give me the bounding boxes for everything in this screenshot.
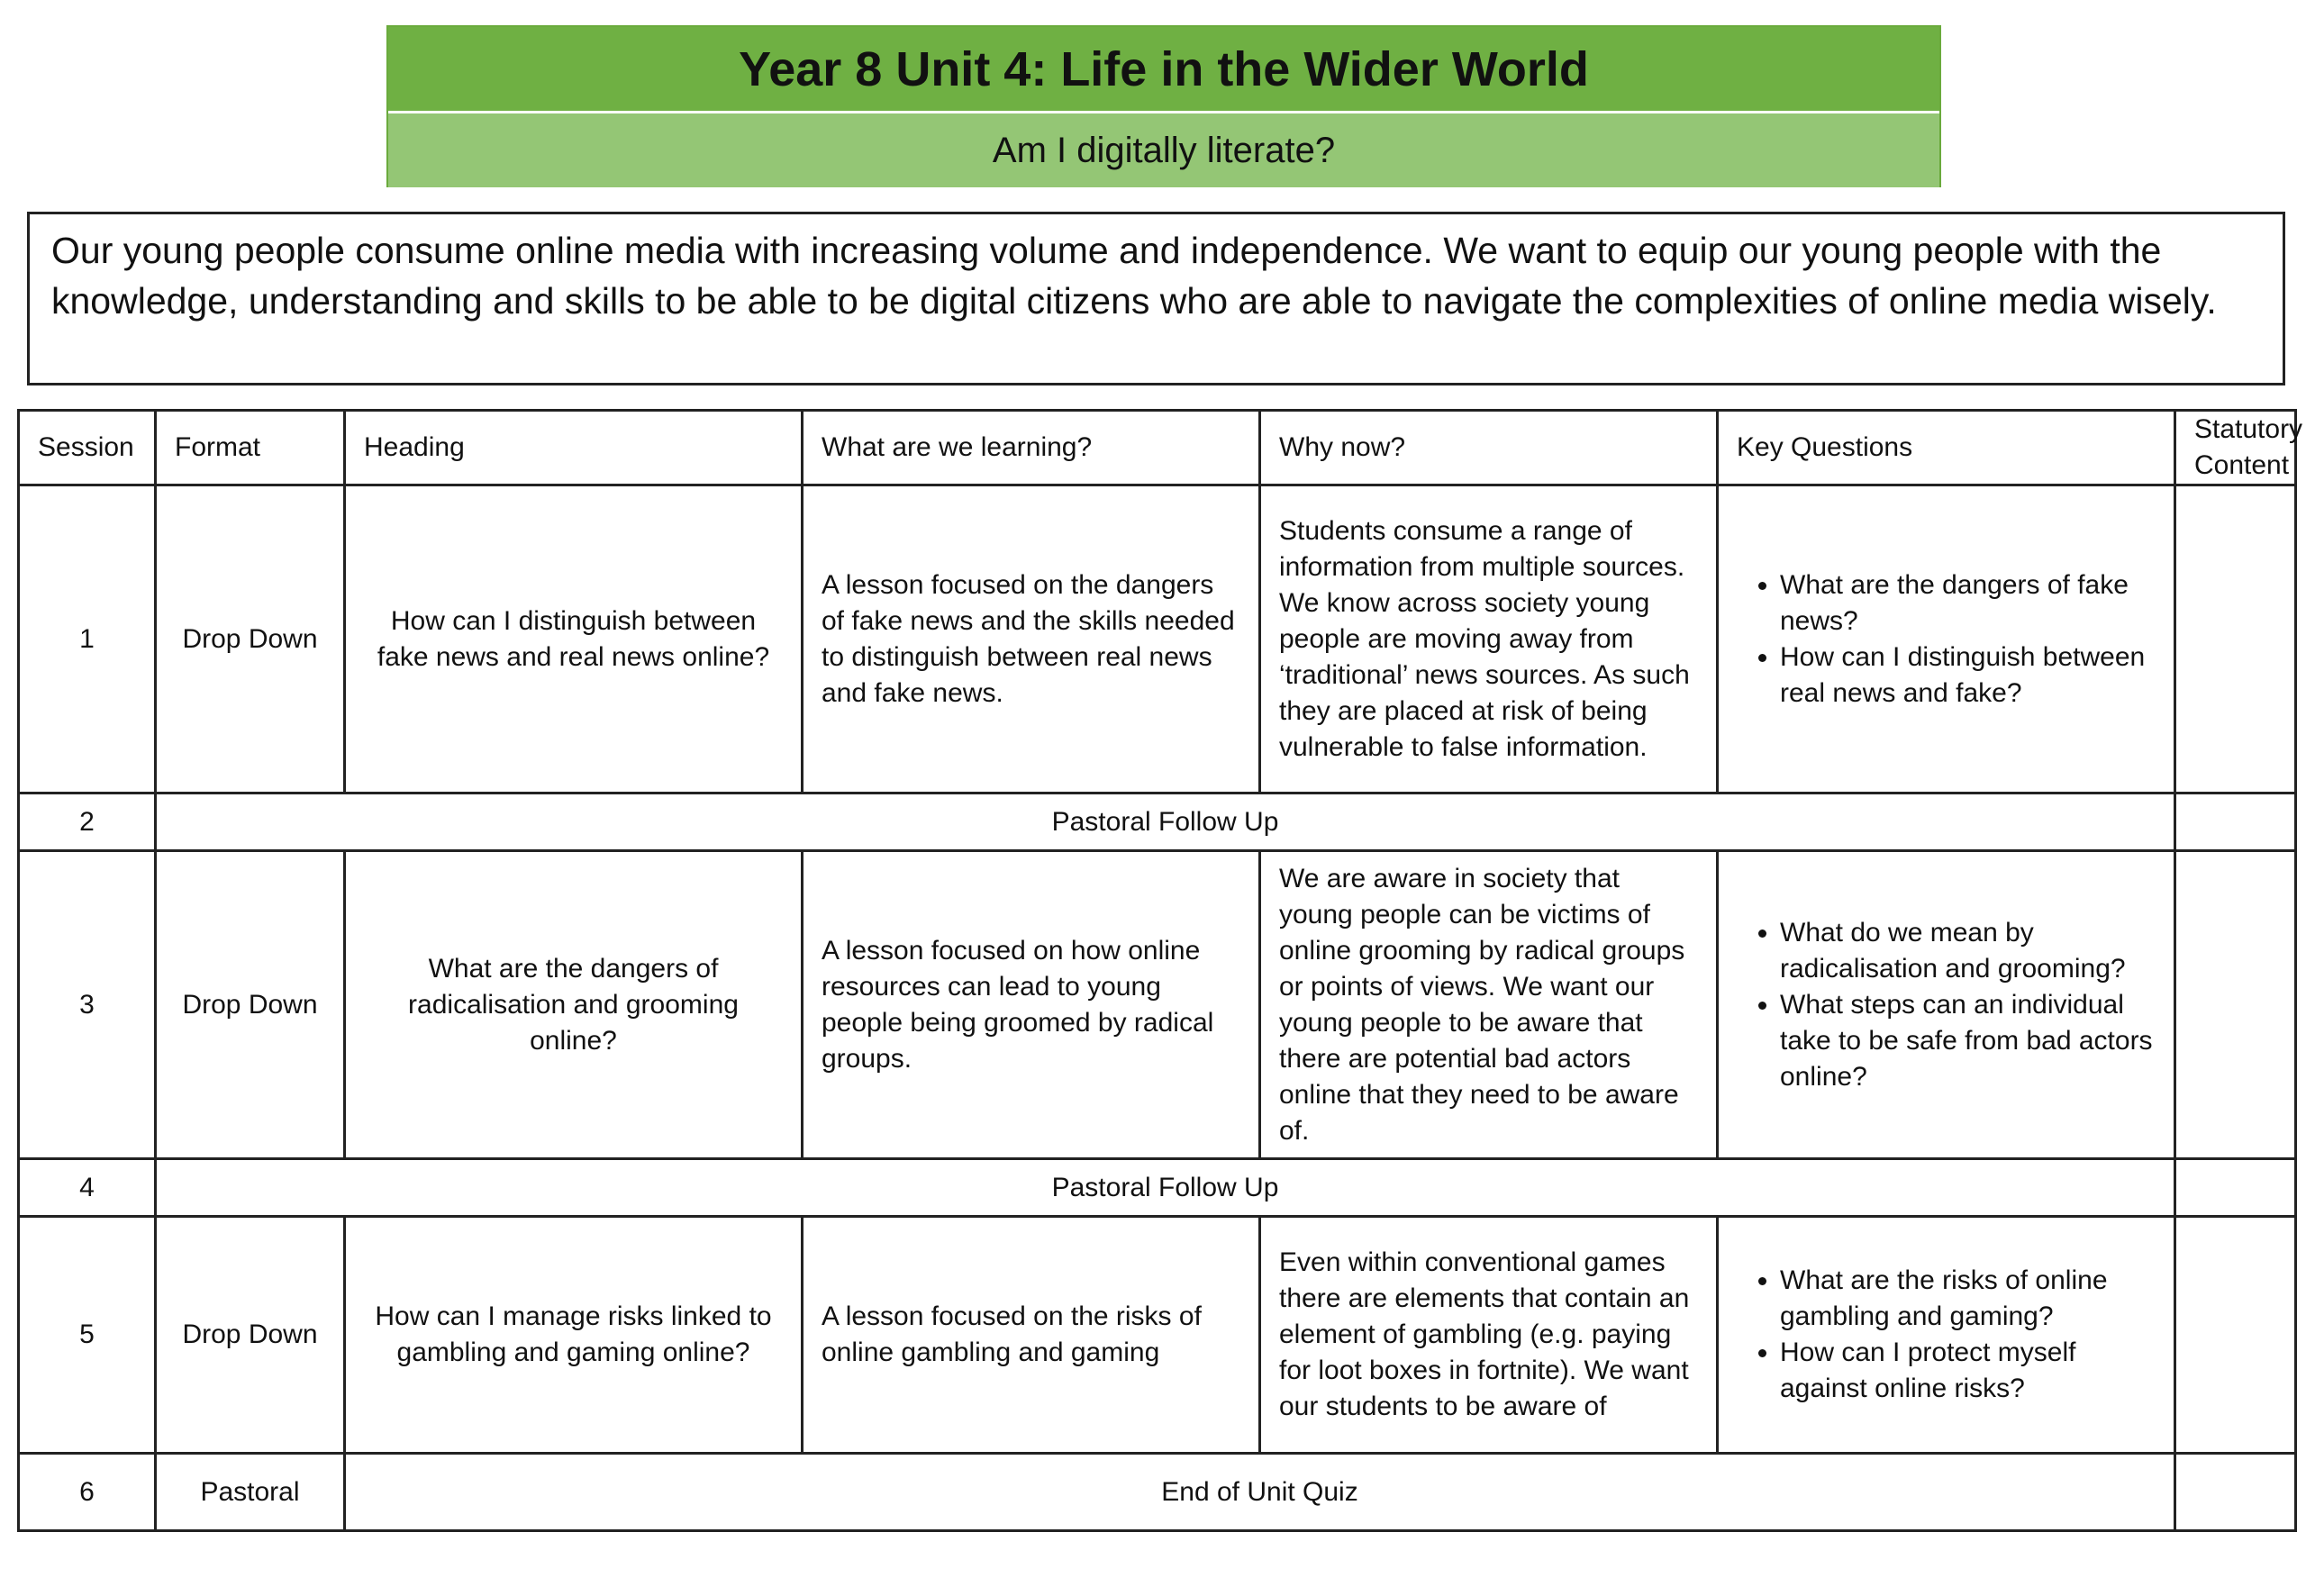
questions-cell	[1718, 1217, 2175, 1454]
col-header-statutory: Statutory Content	[2175, 411, 2296, 485]
list-item: • What steps can an individual take to be safe from bad actors online?	[1780, 987, 2156, 1095]
session-number: 5	[19, 1217, 156, 1454]
follow-up-cell: Pastoral Follow Up	[156, 1159, 2175, 1217]
session-number: 1	[19, 485, 156, 793]
questions-cell	[1718, 851, 2175, 1159]
statutory-cell	[2175, 793, 2296, 851]
list-item: • How can I distinguish between real news and fake?	[1780, 639, 2156, 712]
key-questions-list	[1737, 567, 2156, 712]
learning-cell: A lesson focused on how online resources can lead to young people being groomed by radical groups.	[803, 851, 1260, 1159]
page-subtitle: Am I digitally literate?	[388, 113, 1939, 187]
table-header-row	[19, 411, 2296, 485]
session-number: 4	[19, 1159, 156, 1217]
list-item: • What do we mean by radicalisation and grooming?	[1780, 915, 2156, 987]
questions-cell	[1718, 485, 2175, 793]
page-title: Year 8 Unit 4: Life in the Wider World	[388, 27, 1939, 113]
statutory-cell	[2175, 485, 2296, 793]
session-number: 6	[19, 1454, 156, 1531]
heading-cell: How can I manage risks linked to gambling and gaming online?	[345, 1217, 803, 1454]
follow-up-cell: Pastoral Follow Up	[156, 793, 2175, 851]
statutory-cell	[2175, 1217, 2296, 1454]
intro-text: Our young people consume online media with increasing volume and independence. We want to equip our young people with the knowledge, understanding and skills to be able to be digital citizens who are able to navigate the complexities of online media wisely.	[27, 212, 2285, 385]
statutory-cell	[2175, 851, 2296, 1159]
format-cell: Pastoral	[156, 1454, 345, 1531]
title-band	[386, 25, 1941, 187]
col-header-session: Session	[19, 411, 156, 485]
table-row	[19, 851, 2296, 1159]
col-header-format: Format	[156, 411, 345, 485]
col-header-why: Why now?	[1260, 411, 1718, 485]
list-item: • What are the dangers of fake news?	[1780, 567, 2156, 639]
learning-cell: A lesson focused on the dangers of fake news and the skills needed to distinguish between real news and fake news.	[803, 485, 1260, 793]
key-questions-list	[1737, 915, 2156, 1095]
col-header-questions: Key Questions	[1718, 411, 2175, 485]
table-row	[19, 1454, 2296, 1531]
session-number: 2	[19, 793, 156, 851]
key-questions-list	[1737, 1263, 2156, 1407]
statutory-cell	[2175, 1159, 2296, 1217]
list-item: • How can I protect myself against online risks?	[1780, 1335, 2156, 1407]
heading-cell: What are the dangers of radicalisation and grooming online?	[345, 851, 803, 1159]
list-item: • What are the risks of online gambling and gaming?	[1780, 1263, 2156, 1335]
format-cell: Drop Down	[156, 1217, 345, 1454]
format-cell: Drop Down	[156, 851, 345, 1159]
col-header-learning: What are we learning?	[803, 411, 1260, 485]
learning-cell: A lesson focused on the risks of online gambling and gaming	[803, 1217, 1260, 1454]
heading-cell: How can I distinguish between fake news and real news online?	[345, 485, 803, 793]
why-cell: We are aware in society that young people can be victims of online grooming by radical groups or points of views. We want our young people to be aware that there are potential bad actors online that they need to be aware of.	[1260, 851, 1718, 1159]
table-row	[19, 1217, 2296, 1454]
session-table	[17, 409, 2303, 1532]
table-row	[19, 1159, 2296, 1217]
statutory-cell	[2175, 1454, 2296, 1531]
col-header-heading: Heading	[345, 411, 803, 485]
why-cell: Even within conventional games there are elements that contain an element of gambling (e.g. paying for loot boxes in fortnite). We want our students to be aware of	[1260, 1217, 1718, 1454]
format-cell: Drop Down	[156, 485, 345, 793]
quiz-cell: End of Unit Quiz	[345, 1454, 2175, 1531]
table-row	[19, 485, 2296, 793]
session-number: 3	[19, 851, 156, 1159]
why-cell: Students consume a range of information from multiple sources. We know across society young people are moving away from ‘traditional’ news sources. As such they are placed at risk of being vulnerable to false information.	[1260, 485, 1718, 793]
table-row	[19, 793, 2296, 851]
